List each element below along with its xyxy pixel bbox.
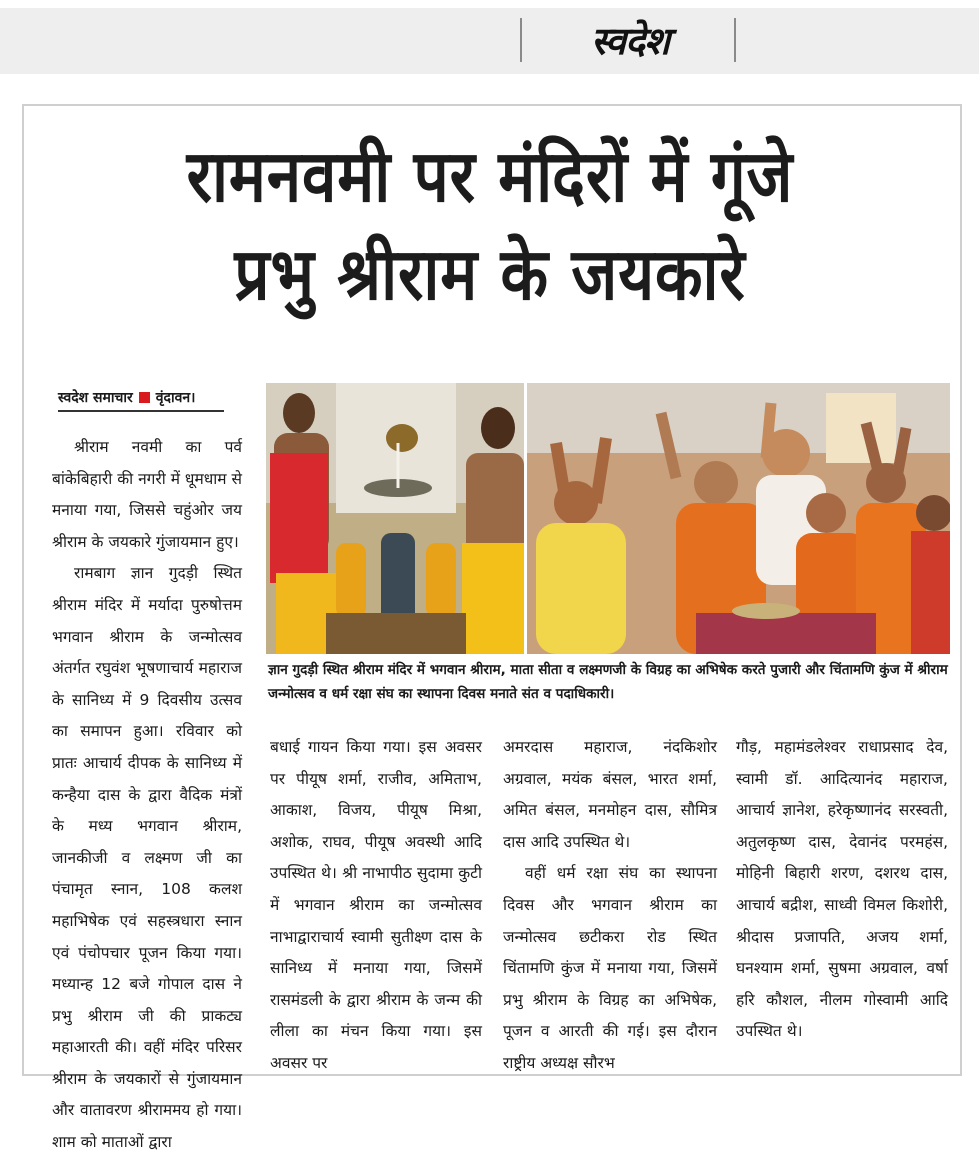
article-paragraph: बधाई गायन किया गया। इस अवसर पर पीयूष शर्मा, राजीव, अमिताभ, आकाश, विजय, पीयूष मिश्रा, अशोक, राघव, पीयूष अवस्थी आदि उपस्थित थे। श्री नाभापीठ सुदामा कुटी में भगवान श्रीराम का जन्मोत्सव नाभाद्वाराचार्य स्वामी सुतीक्ष्ण दास के सानिध्य में मनाया गया, जिसमें रासमंडली के द्वारा श्रीराम के जन्म की लीला का मंचन किया गया। इस अवसर पर <box>270 738 482 1072</box>
article-paragraph: वहीं धर्म रक्षा संघ का स्थापना दिवस और भगवान श्रीराम का जन्मोत्सव छटीकरा रोड स्थित चिंतामणि कुंज में मनाया गया, जिसमें प्रभु श्रीराम के विग्रह का अभिषेक, पूजन व आरती की गई। इस दौरान राष्ट्रीय अध्यक्ष सौरभ <box>503 864 717 1072</box>
red-square-icon <box>139 392 150 403</box>
article-paragraph: गौड़, महामंडलेश्वर राधाप्रसाद देव, स्वामी डॉ. आदित्यानंद महाराज, आचार्य ज्ञानेश, हरेकृष्णानंद सरस्वती, अतुलकृष्ण दास, देवानंद परमहंस, मोहिनी बिहारी शरण, दशरथ दास, आचार्य बद्रीश, साध्वी विमल किशोरी, श्रीदास प्रजापति, अजय शर्मा, घनश्याम शर्मा, सुषमा अग्रवाल, वर्षा हरि कौशल, नीलम गोस्वामी आदि उपस्थित थे। <box>736 738 948 1041</box>
byline <box>58 384 224 412</box>
photo-caption: ज्ञान गुदड़ी स्थित श्रीराम मंदिर में भगवान श्रीराम, माता सीता व लक्ष्मणजी के विग्रह का अभिषेक करते पुजारी और चिंतामणि कुंज में श्रीराम जन्मोत्सव व धर्म रक्षा संघ का स्थापना दिवस मनाते संत व पदाधिकारी। <box>268 662 948 702</box>
article-column-1 <box>52 432 242 1159</box>
newspaper-logo-text: स्वदेश <box>591 18 669 63</box>
article-paragraph: अमरदास महाराज, नंदकिशोर अग्रवाल, मयंक बंसल, भारत शर्मा, अमित बंसल, मनमोहन दास, सौमित्र दास आदि उपस्थित थे। <box>503 738 717 851</box>
news-photo <box>266 383 950 654</box>
article-paragraph: रामबाग ज्ञान गुदड़ी स्थित श्रीराम मंदिर में मर्यादा पुरुषोत्तम भगवान श्रीराम के जन्मोत्सव अंतर्गत रघुवंश भूषणाचार्य महाराज के सानिध्य में 9 दिवसीय उत्सव का समापन हुआ। रविवार को प्रातः आचार्य दीपक के सानिध्य में कन्हैया दास के द्वारा वैदिक मंत्रों के मध्य भगवान श्रीराम, जानकीजी व लक्ष्मण जी का पंचामृत स्नान, 108 कलश महाभिषेक एवं सहस्त्रधारा स्नान एवं पंचोपचार पूजन किया गया। मध्यान्ह 12 बजे गोपाल दास ने प्रभु श्रीराम जी की प्राकट्य महाआरती की। वहीं मंदिर परिसर श्रीराम के जयकारों से गुंजायमान और वातावरण श्रीराममय हो गया। शाम को माताओं द्वारा <box>52 564 242 1152</box>
byline-place: वृंदावन। <box>155 389 196 406</box>
article-paragraph: श्रीराम नवमी का पर्व बांकेबिहारी की नगरी में धूमधाम से मनाया गया, जिससे चहुंओर जय श्रीराम के जयकारे गुंजायमान हुए। <box>52 438 242 551</box>
masthead-divider-right <box>734 18 736 62</box>
byline-source: स्वदेश समाचार <box>58 389 133 406</box>
article-column-2 <box>270 732 482 1080</box>
newspaper-logo <box>530 14 730 66</box>
article-column-3 <box>503 732 717 1080</box>
news-photo-illustration <box>266 383 950 654</box>
headline-line-1: रामनवमी पर मंदिरों में गूंजे <box>186 134 794 218</box>
masthead-divider-left <box>520 18 522 62</box>
article-column-4 <box>736 732 948 1048</box>
headline-line-2: प्रभु श्रीराम के जयकारे <box>234 232 746 316</box>
masthead-strip <box>0 8 979 74</box>
